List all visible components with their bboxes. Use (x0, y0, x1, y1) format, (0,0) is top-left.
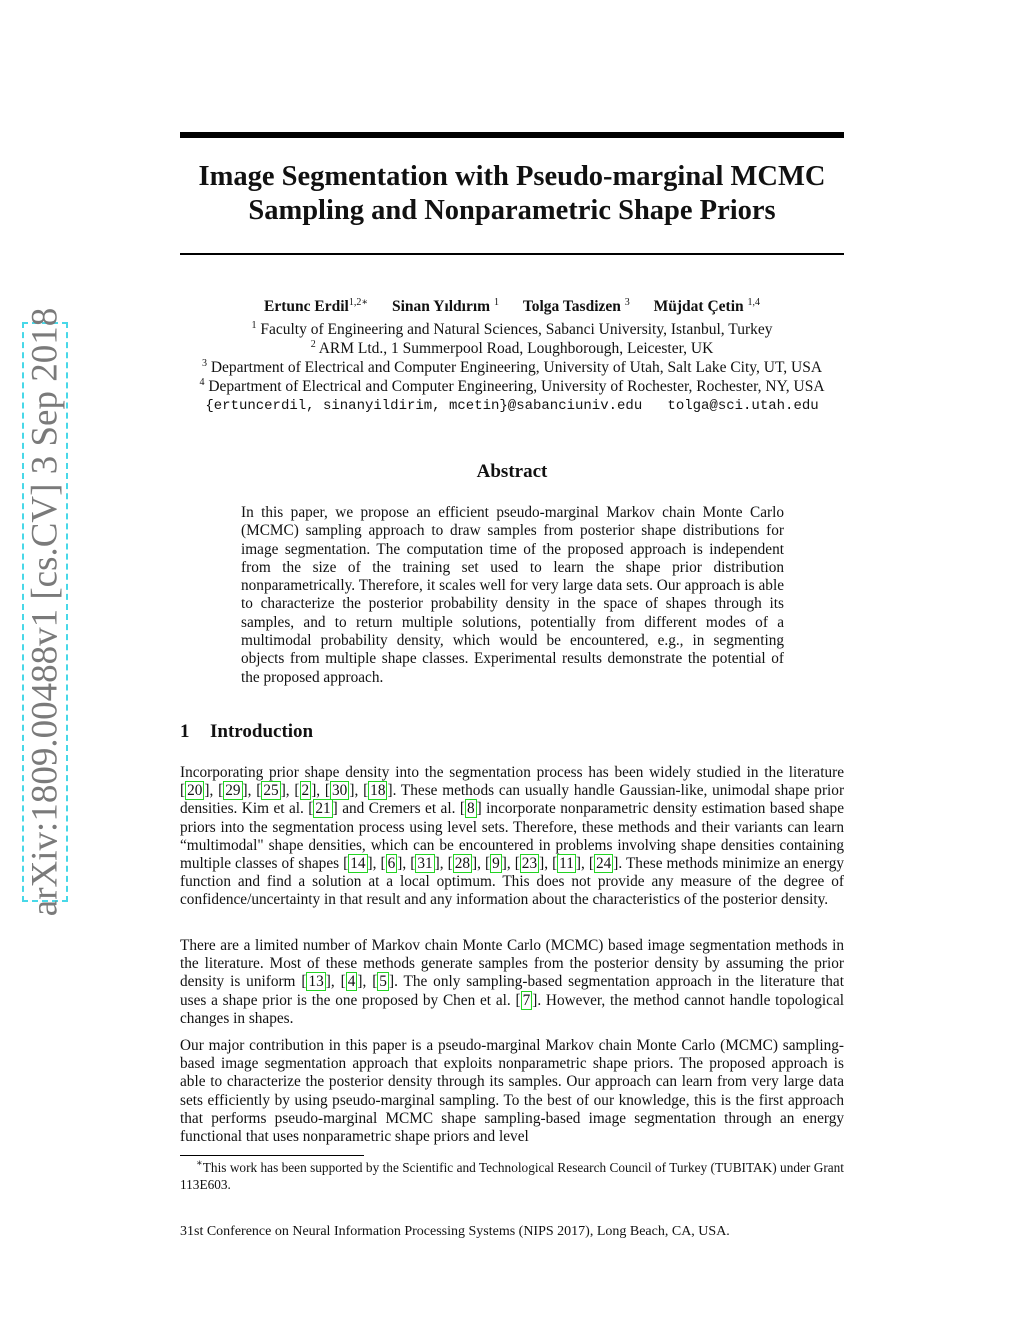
affiliation: $^4$ Department of Electrical and Computer Engineering, University of Rochester, Rochester, NY, USA (199, 377, 825, 395)
author: Tolga Tasdizen $^3$ (522, 297, 630, 315)
footnote-mark: ∗ (196, 1158, 203, 1169)
affiliation: $^3$ Department of Electrical and Computer Engineering, University of Utah, Salt Lake City, UT, USA (201, 358, 823, 376)
citation-link[interactable]: 11 (559, 855, 574, 873)
citation-link[interactable]: 21 (315, 800, 331, 818)
citation-link[interactable]: 31 (417, 855, 433, 873)
section-heading (180, 721, 313, 743)
title-bottom-rule (180, 253, 844, 255)
citation-link[interactable]: 30 (332, 782, 348, 800)
citation-link[interactable]: 6 (387, 855, 396, 873)
citation-link[interactable]: 25 (263, 782, 279, 800)
citation-link[interactable]: 14 (350, 855, 366, 873)
abstract-body: In this paper, we propose an efficient pseudo-marginal Markov chain Monte Carlo (MCMC) sampling approach to draw samples from posterior shape distributions for image segmentation. The computation time of the proposed approach is independent from the size of the training set used to learn the shape prior distribution nonparametrically. Therefore, it scales well for very large data sets. Our approach is able to characterize the posterior probability density in the space of shapes through its samples, and to return multiple solutions, potentially from different modes of a multimodal probability density, which would be encountered, e.g., in segmenting objects from multiple shape classes. Experimental results demonstrate the potential of the proposed approach. (241, 504, 784, 686)
citation-link[interactable]: 20 (187, 782, 203, 800)
conference-footer: 31st Conference on Neural Information Processing Systems (NIPS 2017), Long Beach, CA, USA. (180, 1224, 730, 1239)
citation-link[interactable]: 9 (492, 855, 500, 873)
citation-link[interactable]: 24 (595, 855, 612, 873)
abstract-heading: Abstract (476, 461, 548, 482)
affiliation: $^2$ ARM Ltd., 1 Summerpool Road, Loughborough, Leicester, UK (310, 339, 714, 357)
citation-link[interactable]: 13 (308, 973, 324, 991)
author-emails: {ertuncerdil, sinanyildirim, mcetin}@sabanciuniv.edu tolga@sci.utah.edu (205, 398, 819, 414)
citation-link[interactable]: 28 (454, 855, 470, 873)
arxiv-stamp: arXiv:1809.00488v1 [cs.CV] 3 Sep 2018 (24, 307, 66, 917)
citation-link[interactable]: 7 (522, 991, 531, 1009)
citation-link[interactable]: 5 (379, 973, 387, 991)
footnote (180, 1160, 844, 1193)
citation-link[interactable]: 2 (301, 782, 310, 800)
citation-link[interactable]: 8 (466, 800, 475, 818)
section-number: 1 (180, 721, 190, 742)
citation-link[interactable]: 18 (370, 782, 386, 800)
intro-paragraph-1: Incorporating prior shape density into the segmentation process has been widely studied in the literature [ 20 ], [ 29 ], [ 25 ], [ 2 ], [ 30 ], [ 18 ]. These methods can usually handle Gaussian-like, unimodal shape prior densities. Kim et al. [ 21 ] and Cremers et al. [ 8 ] incorporate nonparametric density estimation based shape priors into the segmentation process using level sets. Therefore, these methods and their variants can learn “multimodal" shape densities, which can be encountered in problems involving shape densities containing multiple classes of shapes [ 14 ], [ 6 ], [ 31 ], [ 28 ], [ 9 ], [ 23 ], [ 11 ], [ 24 ]. These methods minimize an energy function and find a solution at a local optimum. This does not provide any measure of the degree of confidence/uncertainty in that result and any information about the characteristics of the posterior density. (180, 764, 845, 909)
citation-link[interactable]: 29 (225, 782, 241, 800)
footnote-rule (180, 1155, 364, 1156)
paper-title (180, 160, 844, 228)
intro-paragraph-3: Our major contribution in this paper is a pseudo-marginal Markov chain Monte Carlo (MCMC) sampling-based image segmentation approach that exploits nonparametric shape priors. The proposed approach is able to characterize the posterior density through its samples. Our approach can learn from very large data sets efficiently by using pseudo-marginal sampling. To the best of our knowledge, this is the first approach that performs pseudo-marginal MCMC shape sampling-based image segmentation through an energy functional that uses nonparametric shape priors and level (180, 1037, 844, 1146)
citation-link[interactable]: 23 (521, 855, 538, 873)
author: Sinan Yıldırım $^1$ (392, 297, 499, 315)
author-list (180, 298, 844, 316)
section-title: Introduction (210, 721, 314, 742)
title-line-1: Image Segmentation with Pseudo-marginal MCMC (198, 161, 826, 192)
title-line-2: Sampling and Nonparametric Shape Priors (248, 195, 776, 226)
citation-link[interactable]: 4 (347, 973, 356, 991)
author: Ertunc Erdil$^{1,2∗}$ (264, 297, 369, 315)
affiliations (150, 320, 874, 416)
author: Müjdat Çetin $^{1,4}$ (653, 297, 760, 315)
footnote-text: This work has been supported by the Scientific and Technological Research Council of Turkey (TUBITAK) under Grant 113E603. (180, 1160, 844, 1192)
intro-paragraph-2: There are a limited number of Markov chain Monte Carlo (MCMC) based image segmentation methods in the literature. Most of these methods generate samples from the posterior density by assuming the prior density is uniform [ 13 ], [ 4 ], [ 5 ]. The only sampling-based segmentation approach in the literature that uses a shape prior is the one proposed by Chen et al. [ 7 ]. However, the method cannot handle topological changes in shapes. (180, 937, 844, 1027)
affiliation: $^1$ Faculty of Engineering and Natural Sciences, Sabanci University, Istanbul, Turkey (251, 320, 773, 338)
title-top-rule (180, 132, 844, 138)
